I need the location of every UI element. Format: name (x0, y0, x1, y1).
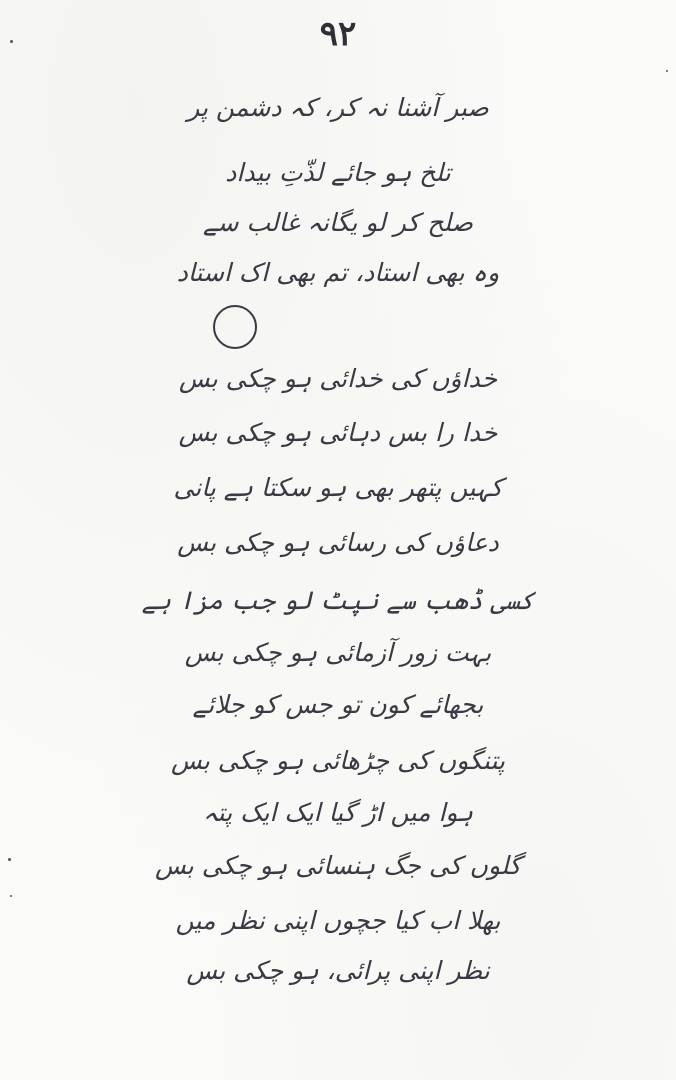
poem-line: تلخ ہو جائے لذّتِ بیداد (225, 158, 451, 187)
poem-line: پتنگوں کی چڑھائی ہو چکی بس (171, 746, 505, 775)
poem-line: خدا را بس دہائی ہو چکی بس (178, 418, 498, 447)
poem-line: ہوا میں اڑ گیا ایک ایک پتہ (203, 798, 473, 827)
poem-line: دعاؤں کی رسائی ہو چکی بس (177, 528, 499, 557)
paper-speck (666, 70, 668, 72)
poem-line: خداؤں کی خدائی ہو چکی بس (178, 364, 498, 393)
poem-line: نظر اپنی پرائی، ہو چکی بس (186, 956, 490, 985)
poem-line: وہ بھی استاد، تم بھی اک استاد (176, 258, 500, 287)
poem-line: کسی ڈھب سے نپٹ لو جب مزا ہے (141, 586, 535, 615)
poem-line: بہت زور آزمائی ہو چکی بس (184, 638, 492, 667)
section-divider-circle-icon (213, 305, 257, 349)
poem-line: بجھائے کون تو جس کو جلائے (192, 690, 484, 719)
paper-speck (10, 895, 12, 897)
poem-line: صلح کر لو یگانہ غالب سے (202, 208, 474, 237)
poem-line: صبر آشنا نہ کر، کہ دشمن پر (187, 93, 489, 122)
poem-line: کہیں پتھر بھی ہو سکتا ہے پانی (173, 473, 503, 502)
poem-line: گلوں کی جگ ہنسائی ہو چکی بس (154, 851, 522, 880)
poem-line: بھلا اب کیا جچوں اپنی نظر میں (175, 906, 501, 935)
page-number: ۹۲ (319, 14, 357, 54)
